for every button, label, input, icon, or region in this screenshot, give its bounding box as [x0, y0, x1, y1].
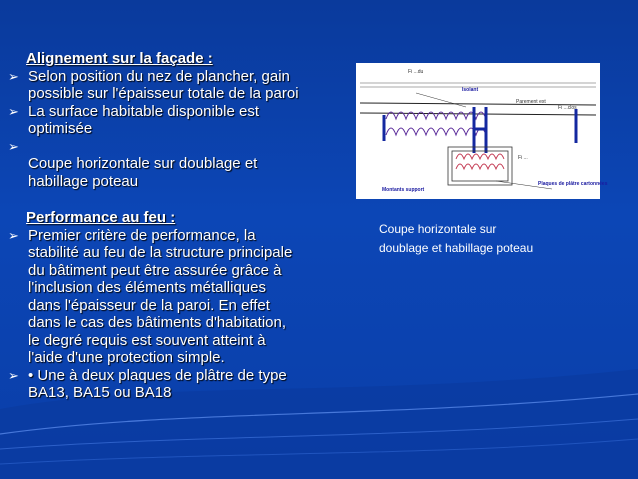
bullet-line: possible sur l'épaisseur totale de la paroi: [28, 85, 299, 102]
bullet-fire-2: [8, 367, 358, 402]
arrow-bullet-icon: ➢: [8, 138, 19, 154]
caption-line-1: Coupe horizontale sur: [379, 222, 497, 236]
bullet-line: BA13, BA15 ou BA18: [28, 384, 172, 401]
wall-section-figure: [356, 63, 608, 199]
fig-label-a: Fi ...du: [408, 69, 424, 75]
bullet-line: • Une à deux plaques de plâtre de type: [28, 366, 287, 384]
slide-text: [8, 50, 358, 402]
wall-section-drawing: [356, 63, 608, 199]
fig-label-e: Fi ...: [518, 155, 528, 161]
heading-fire: Performance au feu :: [26, 209, 176, 226]
bullet-line: stabilité au feu de la structure principale: [28, 244, 293, 261]
caption-line-2: doublage et habillage poteau: [379, 241, 534, 255]
fig-label-f: Montants support: [382, 187, 425, 193]
fig-label-d: Fi ...clos: [558, 105, 577, 111]
bullet-line: habillage poteau: [28, 172, 139, 190]
bullet-line: Selon position du nez de plancher, gain: [28, 67, 290, 85]
fig-label-g: Plaques de plâtre cartonnées: [538, 181, 608, 187]
heading-facade: Alignement sur la façade :: [26, 50, 213, 67]
bullet-line: dans le cas des bâtiments d'habitation,: [28, 314, 287, 331]
bullet-line: l'inclusion des éléments métalliques: [28, 279, 266, 296]
arrow-bullet-icon: ➢: [8, 227, 19, 243]
bullet-facade-4: [8, 155, 358, 190]
bullet-line: optimisée: [28, 120, 93, 137]
bullet-facade-1: [8, 68, 358, 103]
bullet-line: La surface habitable disponible est: [28, 102, 259, 120]
bullet-line: Coupe horizontale sur doublage et: [28, 155, 258, 172]
figure-caption: [379, 220, 599, 258]
fig-label-b: Isolant: [462, 87, 479, 93]
bullet-line: Premier critère de performance, la: [28, 226, 256, 244]
bullet-line: dans l'épaisseur de la paroi. En effet: [28, 296, 270, 314]
bullet-line: l'aide d'une protection simple.: [28, 349, 225, 366]
bullet-fire-1: [8, 227, 358, 367]
bullet-facade-2: [8, 103, 358, 138]
bullet-line: le degré requis est souvent atteint à: [28, 331, 266, 349]
arrow-bullet-icon: ➢: [8, 367, 19, 383]
arrow-bullet-icon: ➢: [8, 103, 19, 119]
bullet-spacer: [8, 155, 28, 190]
fig-label-c: Parement ext: [516, 99, 546, 105]
bullet-line: du bâtiment peut être assurée grâce à: [28, 261, 282, 279]
arrow-bullet-icon: ➢: [8, 68, 19, 84]
bullet-facade-3: [8, 138, 358, 156]
